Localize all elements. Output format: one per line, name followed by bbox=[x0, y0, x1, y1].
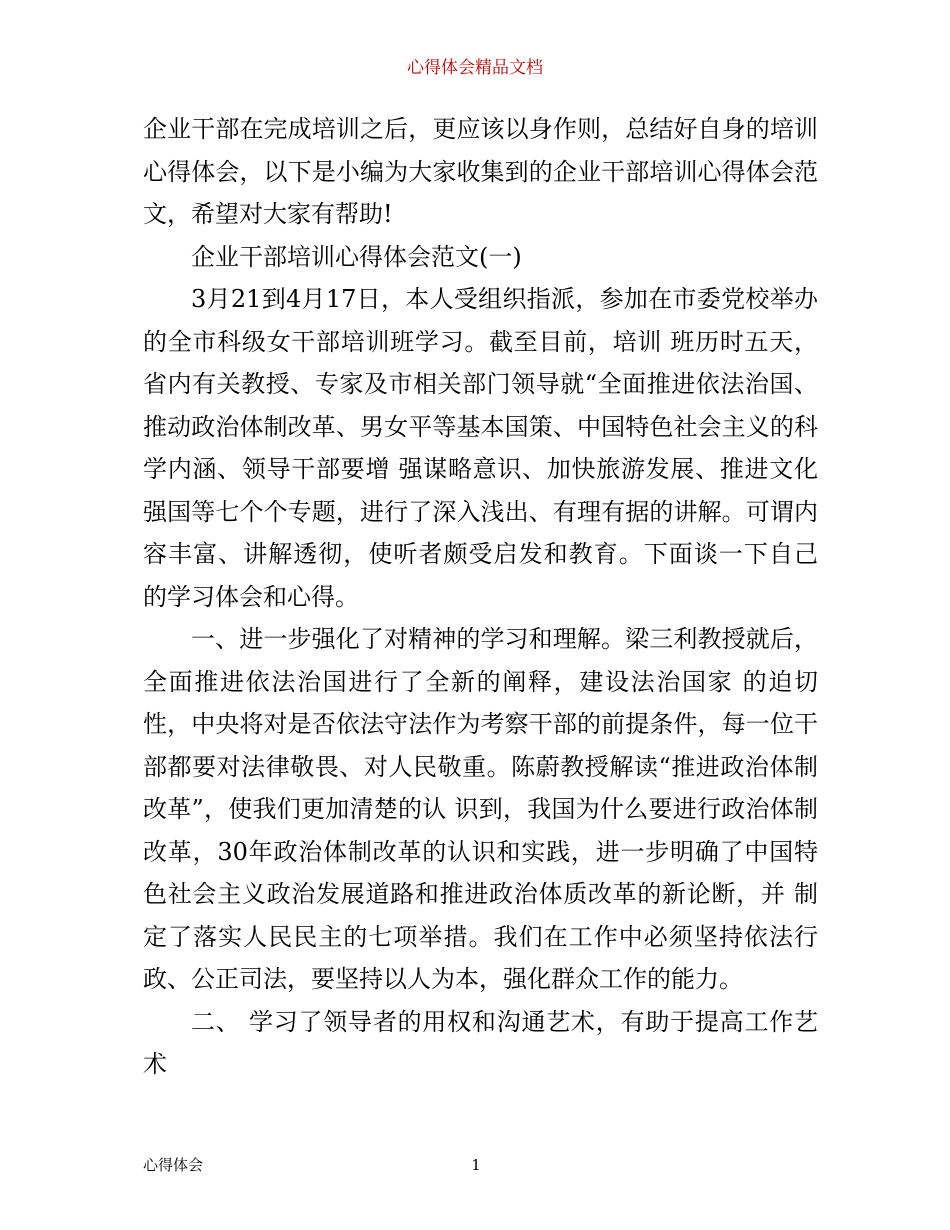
paragraph-point-two: 二、 学习了领导者的用权和沟通艺术，有助于提高工作艺术 bbox=[143, 1007, 818, 1078]
paragraph-point-one: 一、进一步强化了对精神的学习和理解。梁三利教授就后，全面推进依法治国进行了全新的阐释，建设法治国家 的迫切性，中央将对是否依法守法作为考察干部的前提条件，每一位干部都要对法律敬畏、对人民敬重。陈蔚教授解读“推进政治体制改革”，使我们更加清楚的认 识到，我国为什么要进行政治体制改革，30年政治体制改革的认识和实践，进一步明确了中国特色社会主义政治发展道路和推进政治体质改革的新论断，并 制定了落实人民民主的七项举措。我们在工作中必须坚持依法行政、公正司法，要坚持以人为本，强化群众工作的能力。 bbox=[143, 625, 818, 993]
section-heading: 企业干部培训心得体会范文(一) bbox=[191, 242, 522, 271]
document-body bbox=[143, 108, 818, 1086]
page-header-title: 心得体会精品文档 bbox=[407, 58, 543, 78]
paragraph-intro: 企业干部在完成培训之后，更应该以身作则，总结好自身的培训心得体会，以下是小编为大家收集到的企业干部培训心得体会范文，希望对大家有帮助! bbox=[143, 115, 818, 228]
paragraph-training-overview: 3月21到4月17日，本人受组织指派，参加在市委党校举办的全市科级女干部培训班学习。截至目前，培训 班历时五天，省内有关教授、专家及市相关部门领导就“全面推进依法治国、推动政治体制改革、男女平等基本国策、中国特色社会主义的科学内涵、领导干部要增 强谋略意识、加快旅游发展、推进文化强国等七个个专题，进行了深入浅出、有理有据的讲解。可谓内容丰富、讲解透彻，使听者颇受启发和教育。下面谈一下自己 的学习体会和心得。 bbox=[143, 285, 818, 611]
footer-label: 心得体会 bbox=[143, 1156, 204, 1174]
page-number: 1 bbox=[471, 1156, 481, 1174]
